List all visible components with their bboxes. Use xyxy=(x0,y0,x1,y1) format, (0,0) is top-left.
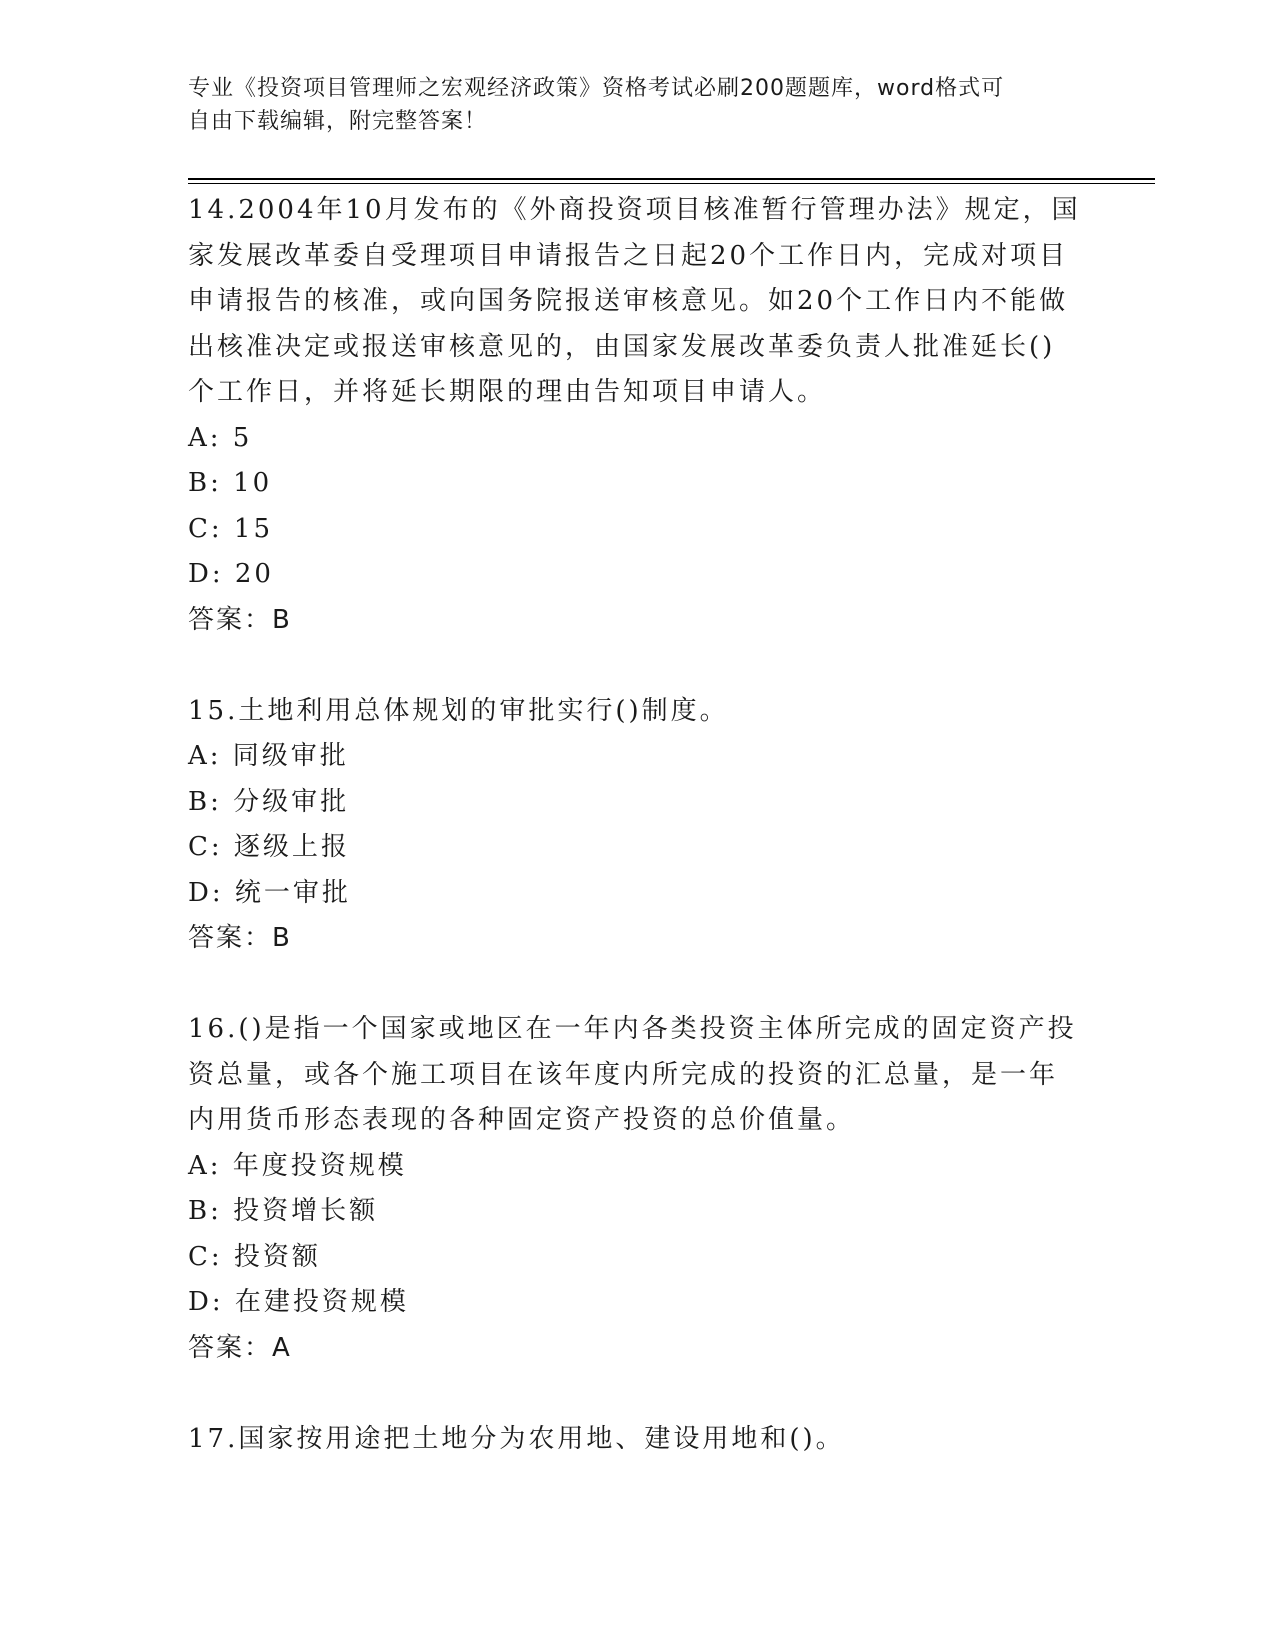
question-15 xyxy=(188,689,1083,962)
option-d: D: 在建投资规模 xyxy=(188,1287,409,1317)
option-a: A: 年度投资规模 xyxy=(188,1150,407,1181)
header-line-2: 自由下载编辑，附完整答案！ xyxy=(188,109,488,134)
question-spacer xyxy=(188,1371,1083,1417)
header-divider-thick xyxy=(188,178,1155,180)
question-list xyxy=(188,188,1083,1462)
option-d: D: 统一审批 xyxy=(188,877,351,908)
answer: 答案：B xyxy=(188,604,292,635)
question-16 xyxy=(188,1007,1083,1371)
option-a: A: 5 xyxy=(188,422,253,453)
question-17 xyxy=(188,1417,1083,1463)
option-c: C: 逐级上报 xyxy=(188,832,350,862)
option-b: B: 10 xyxy=(188,468,273,498)
question-text: 16.()是指一个国家或地区在一年内各类投资主体所完成的固定资产投资总量，或各个施工项目在该年度内所完成的投资的汇总量，是一年内用货币形态表现的各种固定资产投资的总价值量。 xyxy=(188,1014,1077,1135)
header-divider-thin xyxy=(188,183,1155,184)
question-text: 17.国家按用途把土地分为农用地、建设用地和()。 xyxy=(188,1423,845,1454)
question-spacer xyxy=(188,962,1083,1008)
question-14 xyxy=(188,188,1083,643)
option-c: C: 投资额 xyxy=(188,1241,321,1272)
option-c: C: 15 xyxy=(188,513,274,544)
option-d: D: 20 xyxy=(188,559,274,589)
document-header xyxy=(188,72,1068,138)
question-spacer xyxy=(188,643,1083,689)
option-b: B: 分级审批 xyxy=(188,786,350,817)
header-line-1: 专业《投资项目管理师之宏观经济政策》资格考试必刷200题题库，word格式可 xyxy=(188,76,1005,101)
question-text: 14.2004年10月发布的《外商投资项目核准暂行管理办法》规定，国家发展改革委自受理项目申请报告之日起20个工作日内，完成对项目申请报告的核准，或向国务院报送审核意见。如20个工作日内不能做出核准决定或报送审核意见的，由国家发展改革委负责人批准延长()个工作日，并将延长期限的理由告知项目申请人。 xyxy=(188,195,1081,407)
question-text: 15.土地利用总体规划的审批实行()制度。 xyxy=(188,695,729,726)
answer: 答案：B xyxy=(188,923,292,953)
option-b: B: 投资增长额 xyxy=(188,1196,379,1226)
answer: 答案：A xyxy=(188,1332,292,1363)
option-a: A: 同级审批 xyxy=(188,741,349,771)
